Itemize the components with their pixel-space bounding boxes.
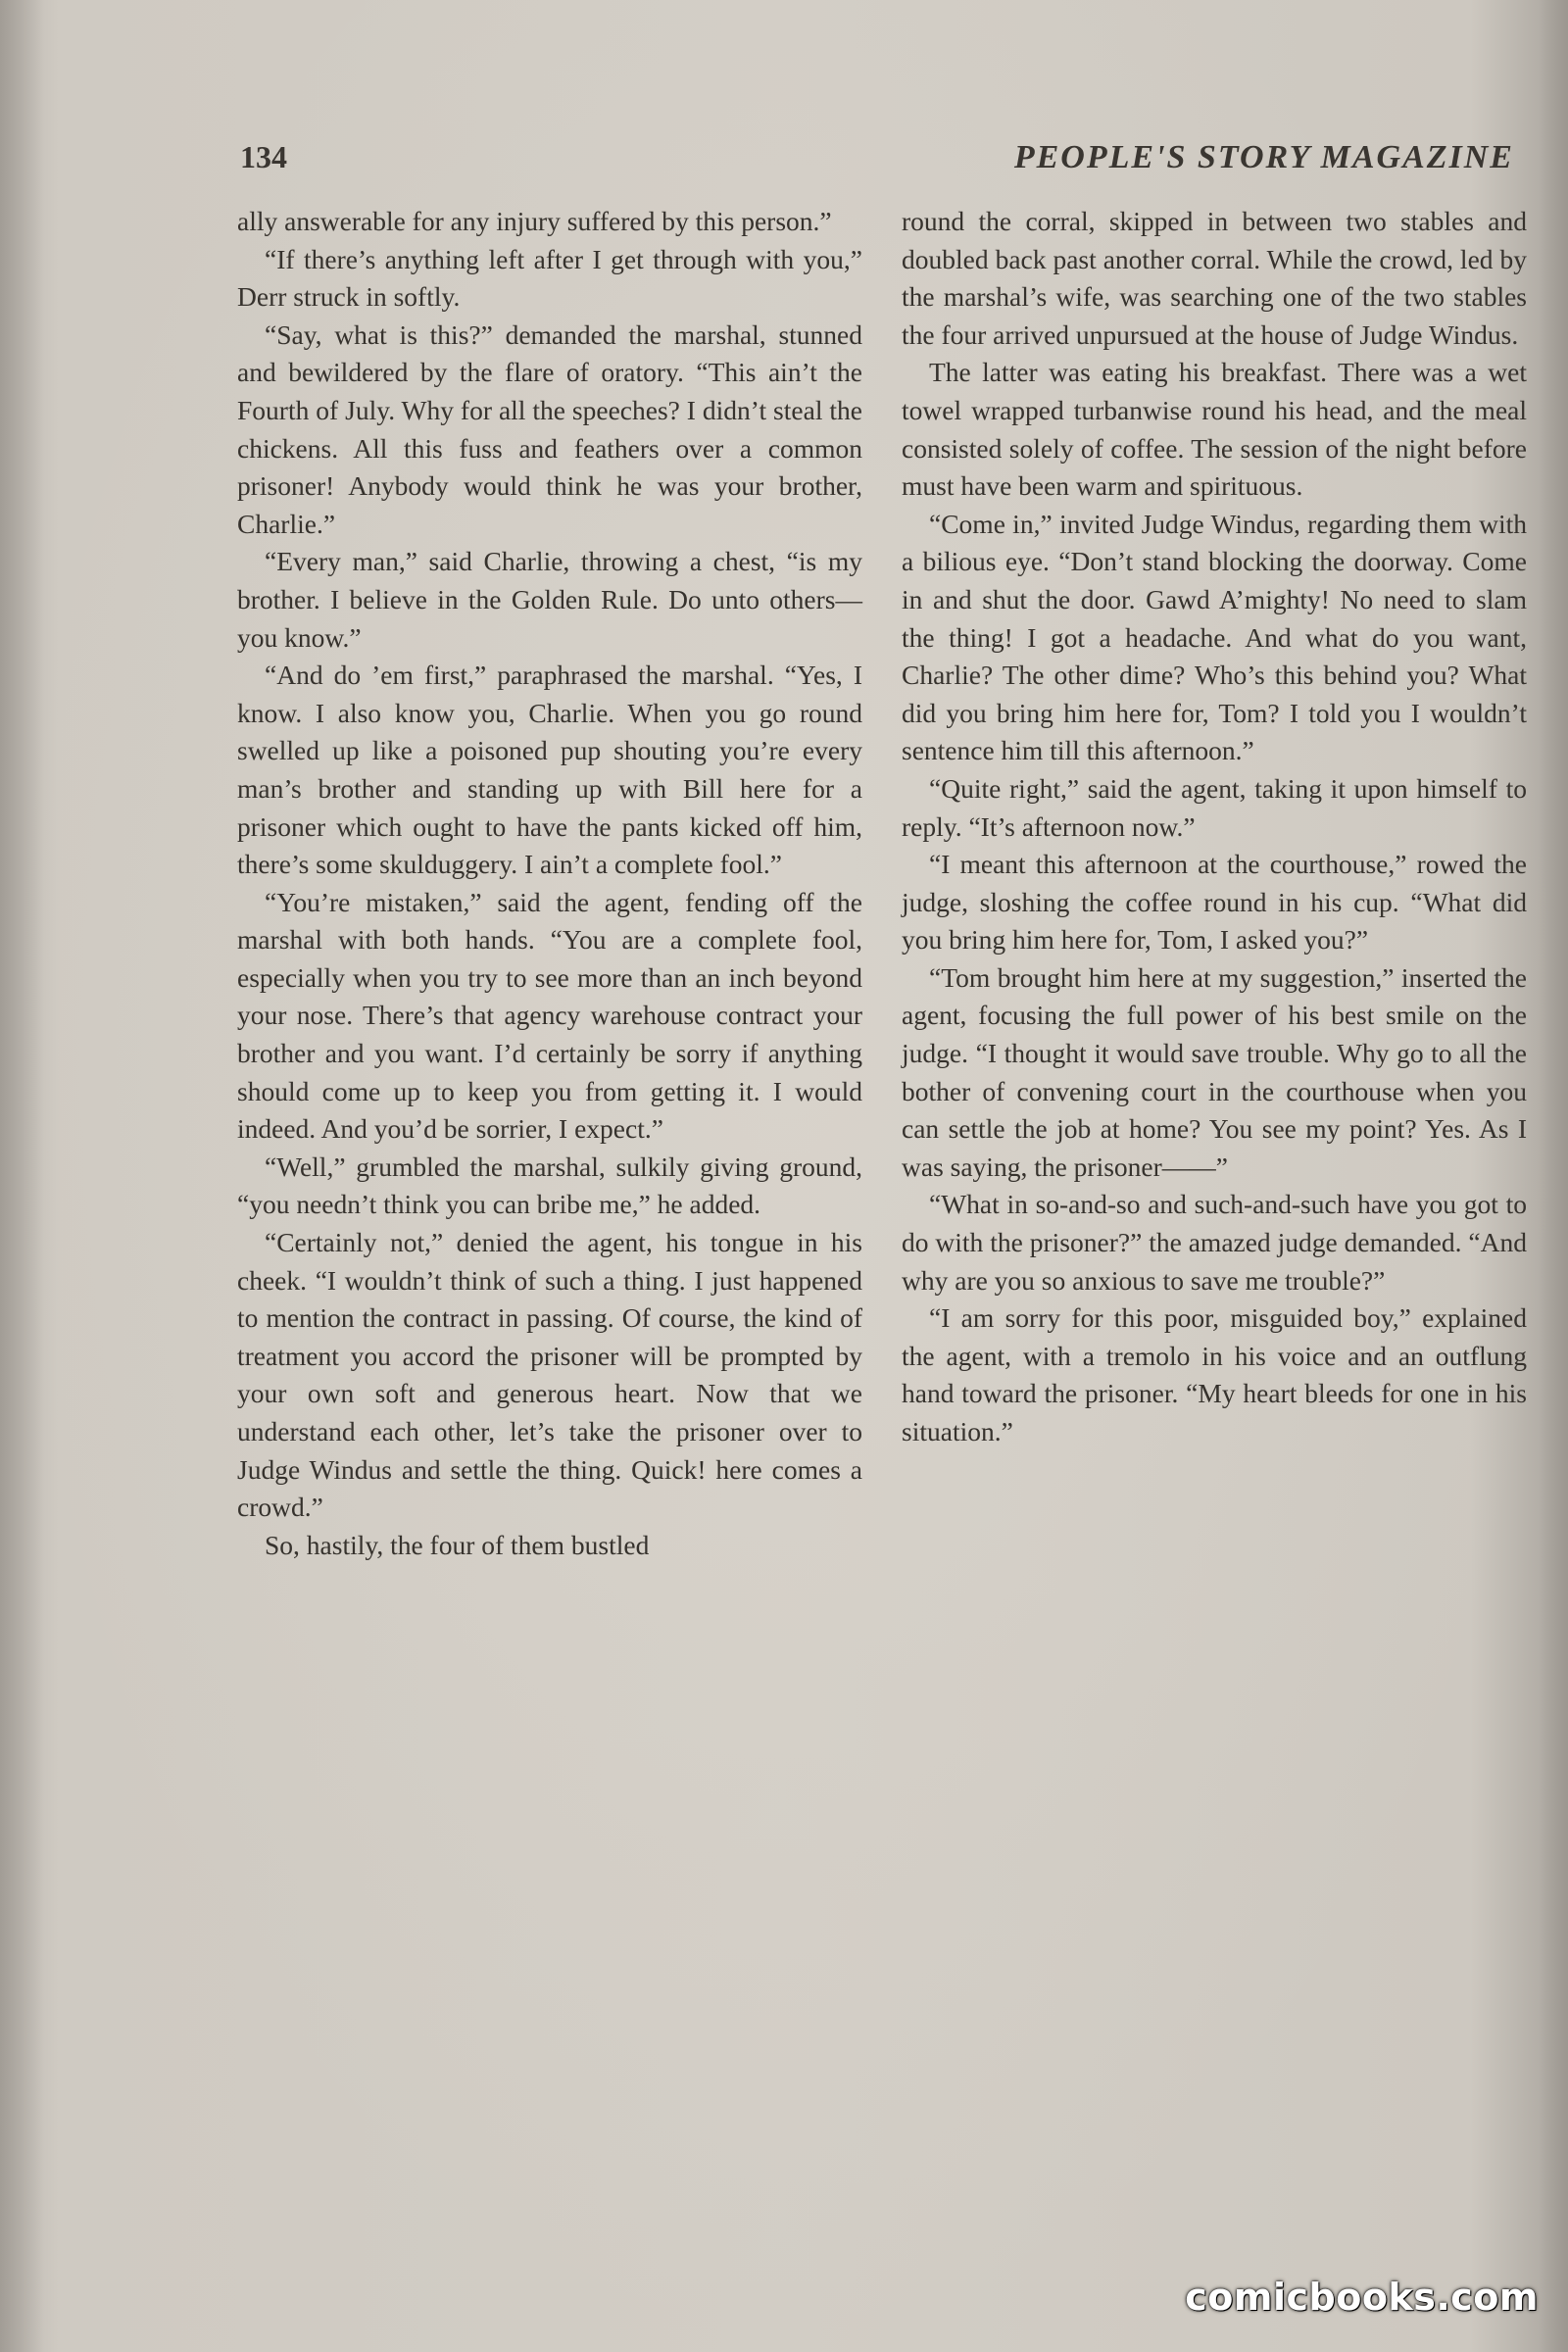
paragraph: “You’re mistaken,” said the agent, fending off the marshal with both hands. “You are a complete fool, especially when you try to see more than an inch beyond your nose. There’s that agency warehouse contract your brother and you want. I’d certainly be sorry if anything should come up to keep you from getting it. I would indeed. And you’d be sorrier, I expect.”	[237, 886, 862, 1145]
paragraph: “And do ’em first,” paraphrased the marshal. “Yes, I know. I also know you, Charlie. When you go round swelled up like a poisoned pup shouting you’re every man’s brother and standing up with Bill here for a prisoner which ought to have the pants kicked off him, there’s some skulduggery. I ain’t a complete fool.”	[237, 660, 862, 880]
paragraph: “Tom brought him here at my suggestion,” inserted the agent, focusing the full power of his best smile on the judge. “I thought it would save trouble. Why go to all the bother of convening court in the courthouse when you can settle the job at home? You see my point? Yes. As I was saying, the prisoner——”	[902, 961, 1527, 1182]
left-column	[237, 203, 862, 1564]
paragraph: ally answerable for any injury suffered by this person.”	[237, 206, 832, 236]
paragraph: “Every man,” said Charlie, throwing a chest, “is my brother. I believe in the Golden Rule. Do unto others—you know.”	[237, 546, 862, 653]
paragraph: “What in so-and-so and such-and-such have you got to do with the prisoner?” the amazed judge demanded. “And why are you so anxious to save me trouble?”	[902, 1189, 1527, 1296]
right-column	[902, 203, 1527, 1451]
magazine-title: PEOPLE'S STORY MAGAZINE	[1013, 139, 1514, 175]
paragraph: “Well,” grumbled the marshal, sulkily giving ground, “you needn’t think you can bribe me,” he added.	[237, 1151, 862, 1220]
page-gutter-shadow	[0, 0, 44, 2352]
paragraph: “I meant this afternoon at the courthouse,” rowed the judge, sloshing the coffee round in his cup. “What did you bring him here for, Tom, I asked you?”	[902, 849, 1527, 956]
page-edge-shadow	[1539, 0, 1568, 2352]
page-number: 134	[240, 139, 287, 174]
paragraph: So, hastily, the four of them bustled	[265, 1529, 650, 1560]
paragraph: “Quite right,” said the agent, taking it upon himself to reply. “It’s afternoon now.”	[902, 772, 1527, 842]
page-header	[240, 139, 1514, 188]
paragraph: “If there’s anything left after I get through with you,” Derr struck in softly.	[237, 243, 862, 313]
paragraph: round the corral, skipped in between two stables and doubled back past another corral. While the crowd, led by the marshal’s wife, was searching one of the two stables the four arrived unpursued at the house of Judge Windus.	[902, 206, 1527, 350]
paragraph: The latter was eating his breakfast. There was a wet towel wrapped turbanwise round his head, and the meal consisted solely of coffee. The session of the night before must have been warm and spirituous.	[902, 357, 1527, 502]
paragraph: “I am sorry for this poor, misguided boy,” explained the agent, with a tremolo in his voice and an outflung hand toward the prisoner. “My heart bleeds for one in his situation.”	[902, 1302, 1527, 1446]
paragraph: “Come in,” invited Judge Windus, regarding them with a bilious eye. “Don’t stand blocking the doorway. Come in and shut the door. Gawd A’mighty! No need to slam the thing! I got a headache. And what do you want, Charlie? The other dime? Who’s this behind you? What did you bring him here for, Tom? I told you I wouldn’t sentence him till this afternoon.”	[902, 508, 1527, 766]
paragraph: “Say, what is this?” demanded the marshal, stunned and bewildered by the flare of oratory. “This ain’t the Fourth of July. Why for all the speeches? I didn’t steal the chickens. All this fuss and feathers over a common prisoner! Anybody would think he was your brother, Charlie.”	[237, 318, 862, 539]
site-watermark: comicbooks.com	[1185, 2276, 1539, 2319]
paragraph: “Certainly not,” denied the agent, his tongue in his cheek. “I wouldn’t think of such a thing. I just happened to mention the contract in passing. Of course, the kind of treatment you accord the prisoner will be prompted by your own soft and generous heart. Now that we understand each other, let’s take the prisoner over to Judge Windus and settle the thing. Quick! here comes a crowd.”	[237, 1227, 862, 1523]
